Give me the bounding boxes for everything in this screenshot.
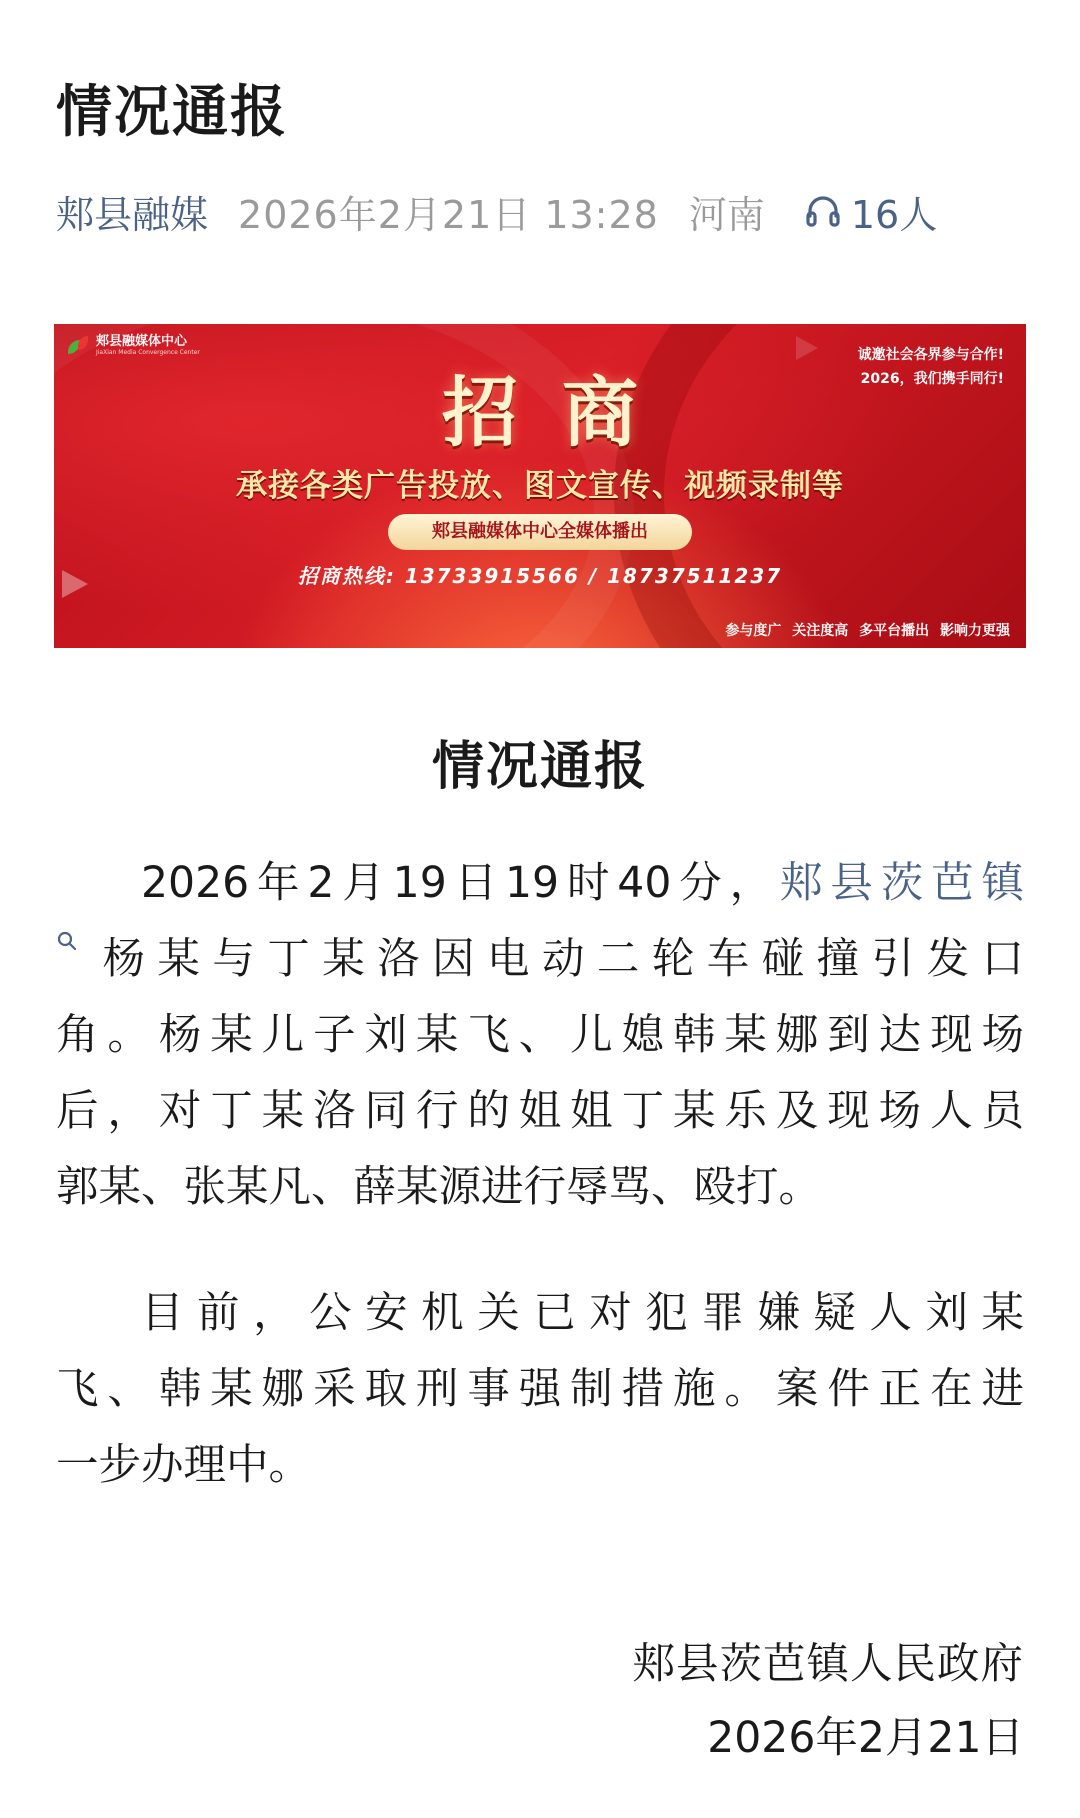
article-meta	[56, 185, 937, 237]
notice-title: 情况通报	[431, 737, 648, 797]
notice-paragraph-2	[56, 1276, 1024, 1504]
banner-hotline: 招商热线: 13733915566 / 18737511237	[297, 564, 783, 588]
signature-date: 2026年2月21日	[707, 1714, 1024, 1763]
banner-slogan-1: 诚邀社会各界参与合作!	[857, 347, 1004, 363]
headphones-icon	[805, 194, 841, 228]
paragraph-line: 目前，公安机关已对犯罪嫌疑人刘某	[141, 1289, 1024, 1338]
paragraph-line: 后，对丁某洛同行的姐姐丁某乐及现场人员	[56, 1087, 1024, 1136]
paragraph-line: 飞、韩某娜采取刑事强制措施。案件正在进	[56, 1365, 1024, 1414]
banner-tags: 参与度广 关注度高 多平台播出 影响力更强	[725, 623, 1010, 639]
paragraph-line	[56, 846, 1024, 922]
signature-organization: 郏县茨芭镇人民政府	[632, 1640, 1024, 1689]
location-search-link[interactable]: 郏县茨芭镇	[780, 859, 1024, 908]
publish-datetime: 2026年2月21日 13:28	[238, 192, 659, 237]
ad-banner[interactable]	[54, 324, 1026, 648]
paragraph-line: 一步办理中。	[56, 1441, 312, 1490]
paragraph-line: 角。杨某儿子刘某飞、儿媳韩某娜到达现场	[56, 1011, 1024, 1060]
publish-region: 河南	[688, 192, 765, 237]
banner-pill: 郏县融媒体中心全媒体播出	[388, 514, 692, 550]
line-text: 2026年2月19日19时40分，	[141, 859, 780, 908]
paragraph-line: 郭某、张某凡、薛某源进行辱骂、殴打。	[56, 1163, 822, 1212]
notice-paragraph-1	[56, 846, 1024, 1226]
banner-logo-subtext: JiaXian Media Convergence Center	[96, 348, 200, 356]
line-text: 杨某与丁某洛因电动二轮车碰撞引发口	[90, 935, 1024, 984]
banner-slogan-2: 2026，我们携手同行!	[860, 371, 1004, 387]
banner-logo-text: 郏县融媒体中心	[96, 333, 188, 349]
listener-count: 16人	[850, 192, 938, 237]
banner-services: 承接各类广告投放、图文宣传、视频录制等	[236, 468, 844, 504]
source-account-link[interactable]: 郏县融媒	[56, 192, 209, 237]
paragraph-line	[56, 922, 1024, 998]
article-title: 情况通报	[56, 80, 288, 145]
listen-button[interactable]	[805, 184, 937, 239]
banner-headline: 招商	[442, 368, 682, 457]
